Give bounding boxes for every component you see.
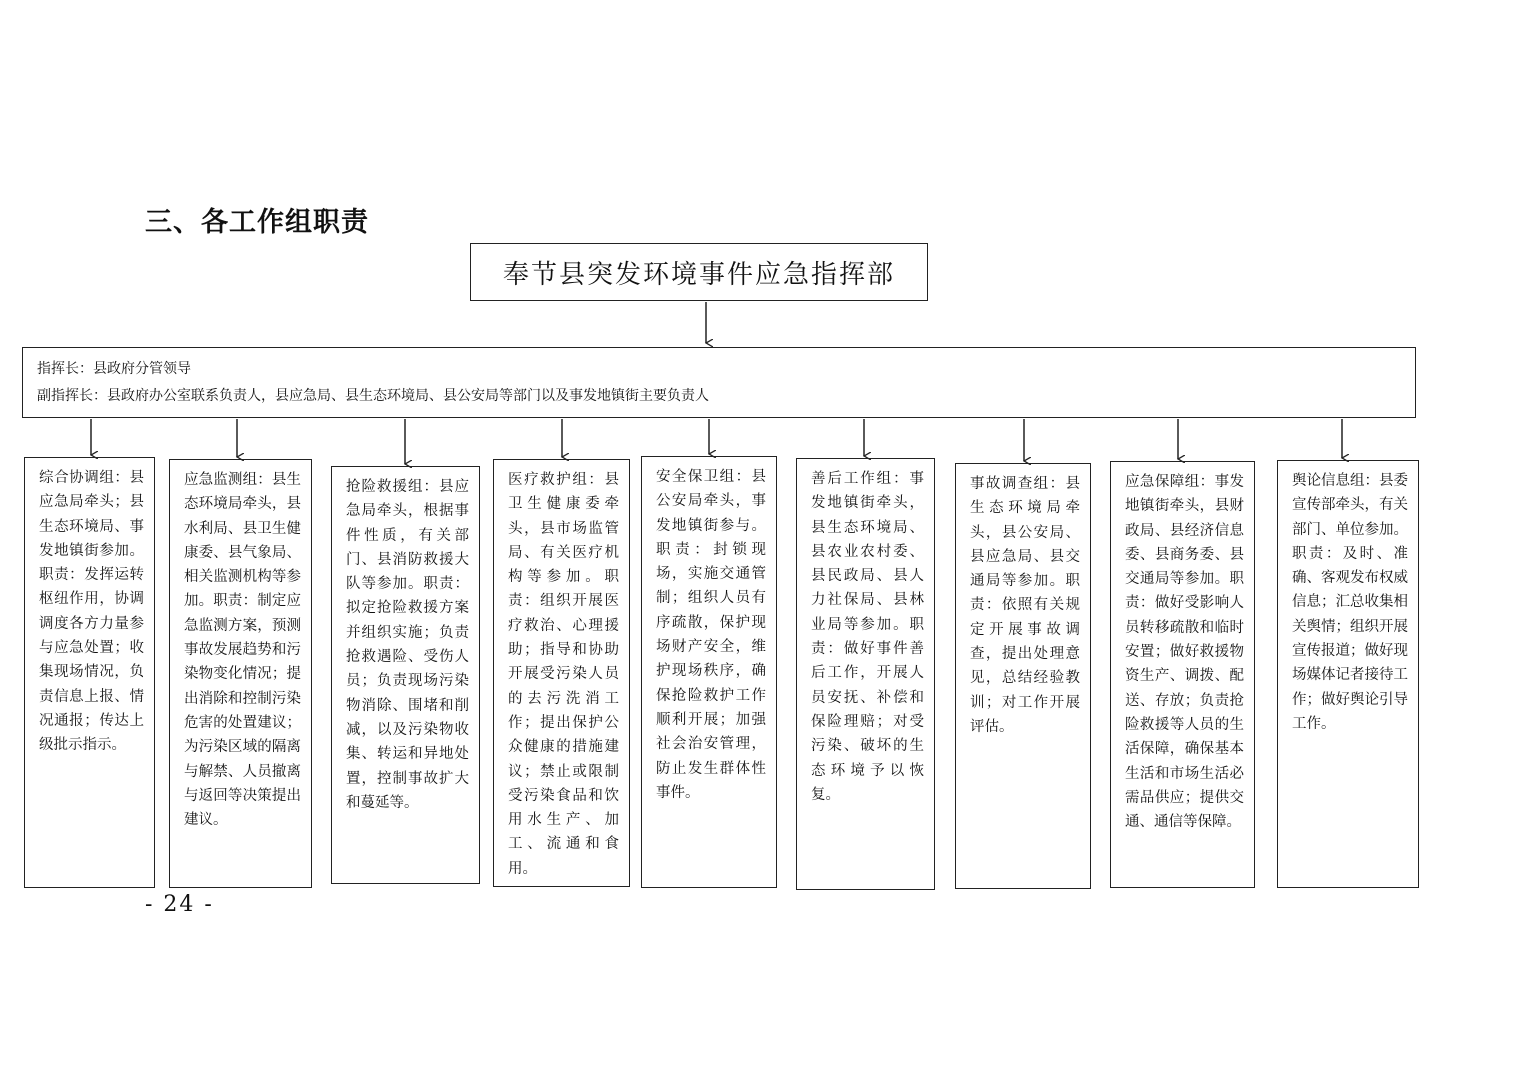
group-box-emergency-monitoring: 应急监测组：县生态环境局牵头，县水利局、县卫生健康委、县气象局、相关监测机构等参加。职责：制定应急监测方案，预测事故发展趋势和污染物变化情况；提出消除和控制污染危害的处置建议；为污染区域的隔离与解禁、人员撤离与返回等决策提出建议。 xyxy=(169,459,312,888)
group-box-medical-rescue: 医疗救护组：县卫生健康委牵头，县市场监管局、有关医疗机构等参加。职责：组织开展医疗救治、心理援助；指导和协助开展受污染人员的去污洗消工作；提出保护公众健康的措施建议；禁止或限制受污染食品和饮用水生产、加工、流通和食用。 xyxy=(493,459,630,887)
page-number: - 24 - xyxy=(145,892,214,917)
group-box-public-opinion: 舆论信息组：县委宣传部牵头，有关部门、单位参加。职责：及时、准确、客观发布权威信息；汇总收集相关舆情；组织开展宣传报道；做好现场媒体记者接待工作；做好舆论引导工作。 xyxy=(1277,460,1419,888)
section-title: 三、各工作组职责 xyxy=(145,207,369,238)
group-box-emergency-support: 应急保障组：事发地镇街牵头，县财政局、县经济信息委、县商务委、县交通局等参加。职责：做好受影响人员转移疏散和临时安置；做好救援物资生产、调拨、配送、存放；负责抢险救援等人员的生活保障，确保基本生活和市场生活必需品供应；提供交通、通信等保障。 xyxy=(1110,461,1255,888)
group-box-comprehensive-coordination: 综合协调组：县应急局牵头；县生态环境局、事发地镇街参加。职责：发挥运转枢纽作用，协调调度各方力量参与应急处置；收集现场情况，负责信息上报、情况通报；传达上级批示指示。 xyxy=(24,457,155,888)
headquarters-title: 奉节县突发环境事件应急指挥部 xyxy=(502,259,895,290)
deputy-commander-text: 副指挥长：县政府办公室联系负责人，县应急局、县生态环境局、县公安局等部门以及事发地镇街主要负责人 xyxy=(37,388,709,404)
group-box-investigation: 事故调查组：县生态环境局牵头，县公安局、县应急局、县交通局等参加。职责：依照有关规定开展事故调查，提出处理意见，总结经验教训；对工作开展评估。 xyxy=(955,463,1091,889)
group-box-rescue: 抢险救援组：县应急局牵头，根据事件性质，有关部门、县消防救援大队等参加。职责：拟定抢险救援方案并组织实施；负责抢救遇险、受伤人员；负责现场污染物消除、围堵和削减，以及污染物收集、转运和异地处置，控制事故扩大和蔓延等。 xyxy=(331,466,480,884)
group-box-security: 安全保卫组：县公安局牵头，事发地镇街参与。职责：封锁现场，实施交通管制；组织人员有序疏散，保护现场财产安全，维护现场秩序，确保抢险救护工作顺利开展；加强社会治安管理，防止发生群体性事件。 xyxy=(641,456,777,888)
group-box-aftermath: 善后工作组：事发地镇街牵头，县生态环境局、县农业农村委、县民政局、县人力社保局、县林业局等参加。职责：做好事件善后工作，开展人员安抚、补偿和保险理赔；对受污染、破坏的生态环境予以恢复。 xyxy=(796,458,935,890)
leadership-box xyxy=(22,347,1416,418)
commander-text: 指挥长：县政府分管领导 xyxy=(37,361,191,377)
